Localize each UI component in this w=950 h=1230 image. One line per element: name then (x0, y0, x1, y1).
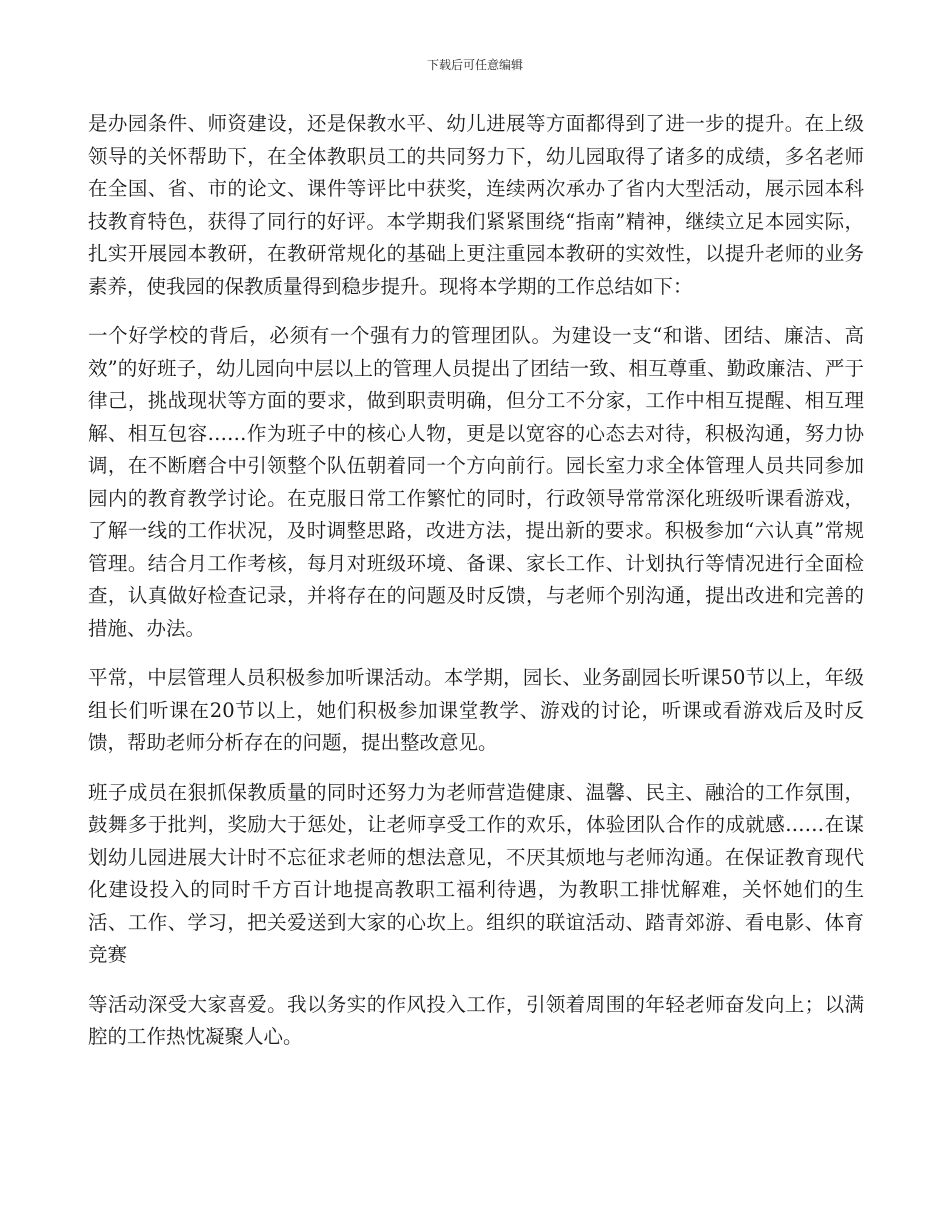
paragraph-lesson-observation: 平常，中层管理人员积极参加听课活动。本学期，园长、业务副园长听课50节以上，年级组长们听课在20节以上，她们积极参加课堂教学、游戏的讨论，听课或看游戏后及时反馈，帮助老师分析存在的问题，提出整改意见。 (88, 666, 864, 754)
paragraph-intro: 是办园条件、师资建设，还是保教水平、幼儿进展等方面都得到了进一步的提升。在上级领导的关怀帮助下，在全体教职员工的共同努力下，幼儿园取得了诸多的成绩，多名老师在全国、省、市的论文、课件等评比中获奖，连续两次承办了省内大型活动，展示园本科技教育特色，获得了同行的好评。本学期我们紧紧围绕“指南”精神，继续立足本园实际，扎实开展园本教研，在教研常规化的基础上更注重园本教研的实效性，以提升老师的业务素养，使我园的保教质量得到稳步提升。现将本学期的工作总结如下： (88, 112, 864, 298)
paragraph-team-atmosphere: 班子成员在狠抓保教质量的同时还努力为老师营造健康、温馨、民主、融洽的工作氛围，鼓舞多于批判，奖励大于惩处，让老师享受工作的欢乐，体验团队合作的成就感……在谋划幼儿园进展大计时不忘征求老师的想法意见，不厌其烦地与老师沟通。在保证教育现代化建设投入的同时千方百计地提高教职工福利待遇，为教职工排忧解难，关怀她们的生活、工作、学习，把关爱送到大家的心坎上。组织的联谊活动、踏青郊游、看电影、体育竞赛 (88, 780, 864, 966)
paragraph-management-team: 一个好学校的背后，必须有一个强有力的管理团队。为建设一支“和谐、团结、廉洁、高效”的好班子，幼儿园向中层以上的管理人员提出了团结一致、相互尊重、勤政廉洁、严于律己，挑战现状等方面的要求，做到职责明确，但分工不分家，工作中相互提醒、相互理解、相互包容……作为班子中的核心人物，更是以宽容的心态去对待，积极沟通，努力协调，在不断磨合中引领整个队伍朝着同一个方向前行。园长室力求全体管理人员共同参加园内的教育教学讨论。在克服日常工作繁忙的同时，行政领导常常深化班级听课看游戏，了解一线的工作状况，及时调整思路，改进方法，提出新的要求。积极参加“六认真”常规管理。结合月工作考核，每月对班级环境、备课、家长工作、计划执行等情况进行全面检查，认真做好检查记录，并将存在的问题及时反馈，与老师个别沟通，提出改进和完善的措施、办法。 (88, 324, 864, 640)
document-body (88, 108, 864, 1071)
paragraph-closing: 等活动深受大家喜爱。我以务实的作风投入工作，引领着周围的年轻老师奋发向上；以满腔的工作热忱凝聚人心。 (88, 992, 864, 1048)
page-header: 下载后可任意编辑 (426, 58, 523, 72)
